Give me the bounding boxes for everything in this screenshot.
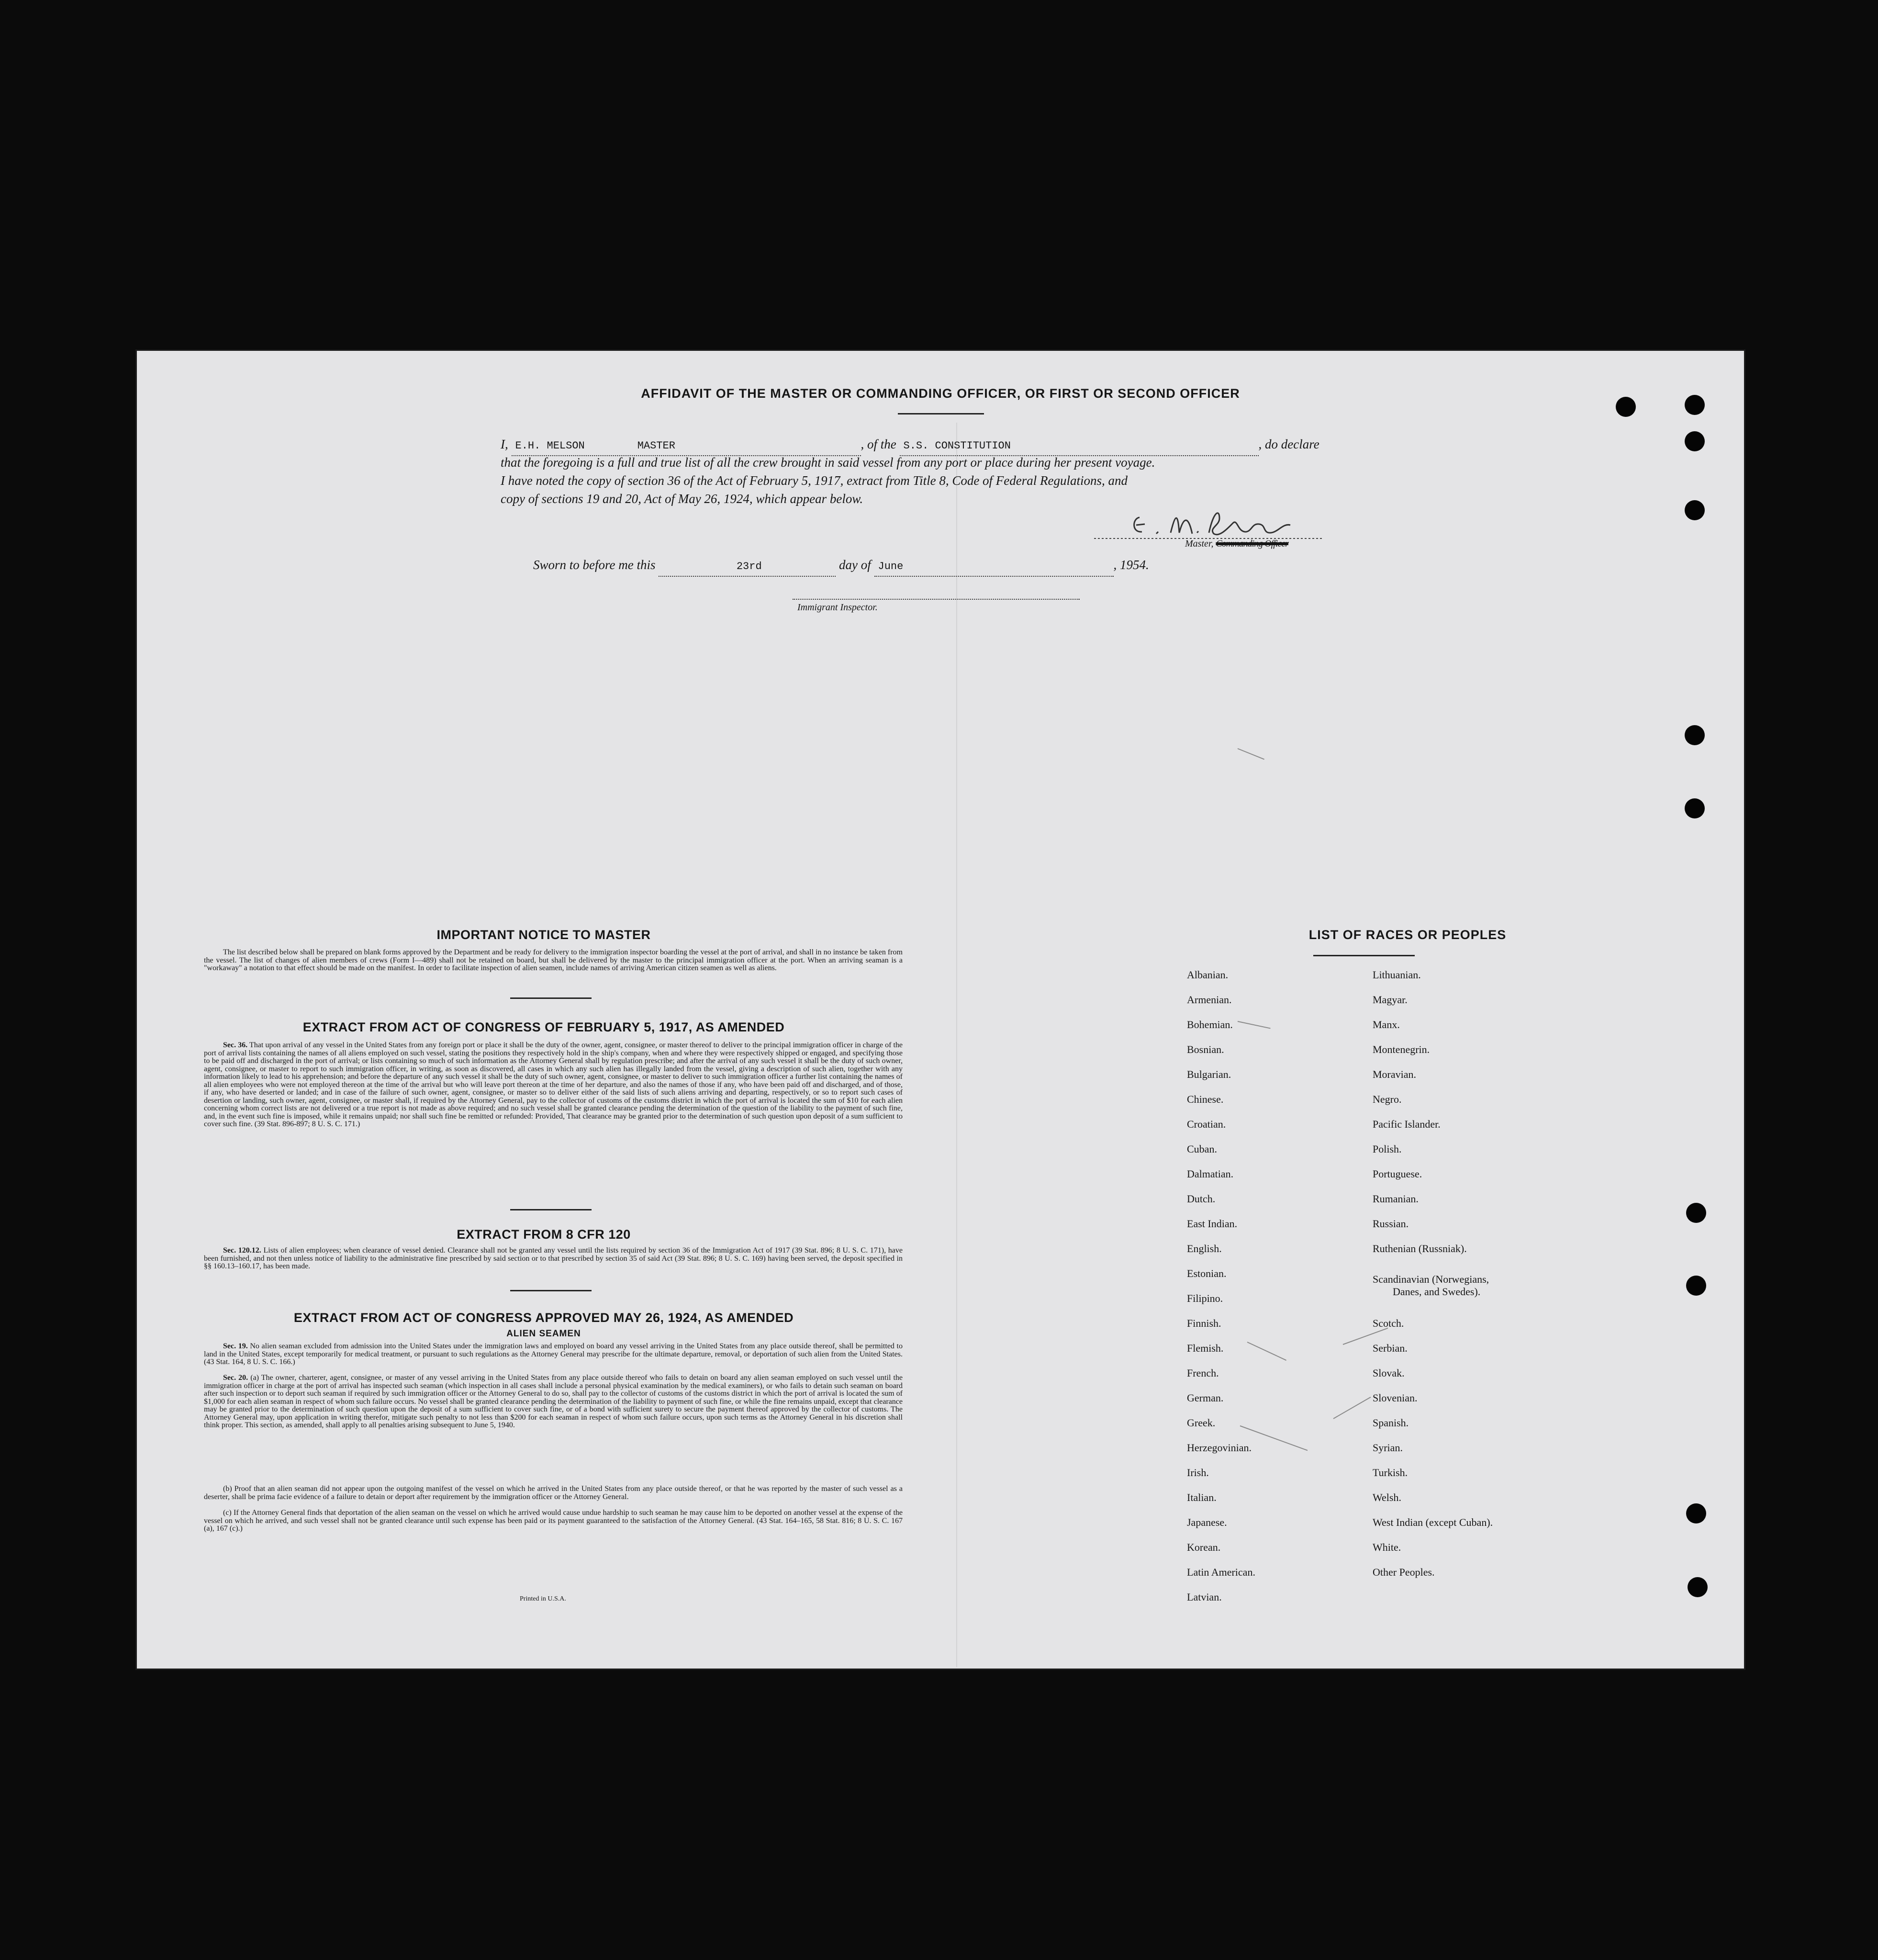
sec20c-text: (c) If the Attorney General finds that deportation of the alien seaman on the vessel on which he arrived would cause undue hardship to such seaman he may cause him to be deported on another vessel at the expense of the vessel on which he arrived, and such vessel shall not be granted clearance until such expense has been paid or its payment guaranteed to the satisfaction of the Attorney General. (43 Stat. 164–165, 58 Stat. 816; 8 U. S. C. 167 (a), 167 (c).)	[204, 1509, 903, 1533]
punch-hole	[1685, 500, 1705, 520]
title-underline	[898, 413, 984, 414]
officer-rank: MASTER	[637, 440, 675, 452]
race-right-20: Turkish.	[1373, 1467, 1408, 1478]
race-right-12: Scandinavian (Norwegians,	[1373, 1273, 1489, 1285]
race-right-15: Serbian.	[1373, 1342, 1408, 1354]
race-right-11: Ruthenian (Russniak).	[1373, 1243, 1467, 1254]
sec19-text: Sec. 19. No alien seaman excluded from admission into the United States under the immigration laws and employed on board any vessel arriving in the United States from any place outside thereof, shall be permitted to land in the United States, except temporarily for medical treatment, or pursuant to such regulations as the Attorney General may prescribe for the ultimate departure, removal, or deportation of such alien from the United States. (43 Stat. 164, 8 U. S. C. 166.)	[204, 1342, 903, 1366]
race-right-23: White.	[1373, 1541, 1401, 1553]
race-left-8: Dalmatian.	[1187, 1168, 1234, 1180]
declaration-line-1: I, E.H. MELSON MASTER , of the S.S. CONSTITUTION , do declare	[501, 435, 1530, 456]
notice-text: The list described below shall be prepared on blank forms approved by the Department and be ready for delivery to the immigration inspector boarding the vessel at the port of arrival, and shall in no instance be taken from the vessel. The list of changes of alien members of crews (Form I—489) shall not be retained on board, but shall be delivered by the master to the principal immigration officer at the port. When an arriving seaman is a "workaway" a notation to that effect should be made on the manifest. In order to facilitate inspection of alien seamen, include names of arriving American citizen seamen as well as aliens.	[204, 948, 903, 972]
race-right-19: Syrian.	[1373, 1442, 1403, 1454]
race-left-21: Italian.	[1187, 1491, 1217, 1503]
race-right-16: Slovak.	[1373, 1367, 1405, 1379]
race-right-10: Russian.	[1373, 1218, 1409, 1230]
notice-title: IMPORTANT NOTICE TO MASTER	[436, 928, 651, 942]
punch-hole	[1686, 1276, 1706, 1296]
race-left-22: Japanese.	[1187, 1516, 1227, 1528]
pencil-mark	[1238, 1021, 1271, 1029]
alien-seamen-subtitle: ALIEN SEAMEN	[506, 1329, 581, 1339]
race-left-24: Latin American.	[1187, 1566, 1255, 1578]
race-right-6: Pacific Islander.	[1373, 1118, 1441, 1130]
officer-name: E.H. MELSON	[515, 440, 585, 452]
divider	[510, 1290, 592, 1291]
race-left-7: Cuban.	[1187, 1143, 1217, 1155]
extract-1917-text: Sec. 36. That upon arrival of any vessel in the United States from any foreign port or place it shall be the duty of the owner, agent, consignee, or master thereof to deliver to the principal immigration officer in charge of the port of arrival lists containing the names of all aliens employed on such vessel, stating the positions they respectively hold in the ship's company, when and where they were respectively shipped or engaged, and specifying those to be paid off and discharged in the port of arrival; or lists containing so much of such information as the Attorney General shall by regulation prescribe; and after the arrival of any such vessel it shall be the duty of such owner, agent, consignee, or master to report to such immigration officer, in writing, as soon as discovered, all cases in which any such alien has illegally landed from the vessel, giving a description of such alien, together with any information likely to lead to his apprehension; and before the departure of any such vessel it shall be the duty of such owner, agent, consignee, or master to deliver to such immigration officer a further list containing the names of all alien employees who were not employed thereon at the time of the arrival but who will leave port thereon at the time of her departure, and also the names of those if any, who have been paid off and discharged, and of those, if any, who have deserted or landed; and in case of the failure of such owner, agent, consignee, or master so to deliver either of the said lists of such aliens arriving and departing, respectively, or so to report such cases of desertion or landing, such owner, agent, consignee, or master shall, if required by the Attorney General, pay to the collector of customs of the customs district in which the port of arrival is located the sum of $10 for each alien concerning whom correct lists are not delivered or a true report is not made as above required; and no such vessel shall be granted clearance pending the determination of the question of the liability to the payment of such fine, and, in the event such fine is imposed, while it remains unpaid; nor shall such fine be remitted or refunded: Provided, That clearance may be granted prior to the determination of such question upon deposit of a sum sufficient to cover such fine. (39 Stat. 896-897; 8 U. S. C. 171.)	[204, 1041, 903, 1128]
struck-title: Commanding Officer	[1216, 538, 1288, 549]
race-right-13: Danes, and Swedes).	[1393, 1286, 1481, 1298]
sworn-day-field: 23rd	[659, 558, 836, 577]
sworn-month-field: June	[874, 558, 1114, 577]
race-right-5: Negro.	[1373, 1093, 1402, 1105]
race-left-19: Herzegovinian.	[1187, 1442, 1252, 1454]
race-right-4: Moravian.	[1373, 1068, 1417, 1080]
extract-cfr-title: EXTRACT FROM 8 CFR 120	[457, 1227, 631, 1242]
extract-1924-title: EXTRACT FROM ACT OF CONGRESS APPROVED MAY 26, 1924, AS AMENDED	[293, 1310, 794, 1325]
inspector-signature-line	[793, 599, 1080, 600]
page-fold	[956, 423, 957, 1667]
punch-hole	[1686, 1203, 1706, 1223]
race-left-17: German.	[1187, 1392, 1224, 1404]
master-signature	[1094, 504, 1324, 542]
races-title-underline	[1313, 955, 1415, 956]
race-left-12: Estonian.	[1187, 1267, 1227, 1279]
pencil-mark	[1247, 1342, 1286, 1361]
pencil-mark	[1333, 1397, 1371, 1419]
sec20a-text: Sec. 20. (a) The owner, charterer, agent, consignee, or master of any vessel arriving in the United States from any place outside thereof who fails to detain on board any alien seaman employed on such vessel until the immigration officer in charge at the port of arrival has inspected such seaman (which inspection in all cases shall include a personal physical examination by the medical examiners), or who fails to detain such seaman on board after such inspection or to deport such seaman if required by such immigration officer or the Attorney General to do so, shall pay to the collector of customs of the customs district in which the port of arrival is located the sum of $1,000 for each alien seaman in respect of whom such failure occurs. No vessel shall be granted clearance pending the determination of the liability to payment of such fine, or while the fine remains unpaid, except that clearance may be granted prior to the determination of such question upon the deposit of a sum sufficient to cover such fine, or of a bond with sufficient surety to secure the payment thereof approved by the collector of customs. The Attorney General may, upon application in writing therefor, mitigate such penalty to not less than $200 for each seaman in respect of whom such failure occurs, upon such terms as the Attorney General in his discretion shall think proper. This section, as amended, shall apply to all penalties arising subsequent to June 5, 1940.	[204, 1374, 903, 1429]
punch-hole	[1686, 1503, 1706, 1523]
pencil-mark	[1238, 748, 1264, 760]
race-right-21: Welsh.	[1373, 1491, 1401, 1503]
race-left-1: Armenian.	[1187, 994, 1232, 1006]
punch-hole	[1688, 1577, 1708, 1597]
extract-cfr-text: Sec. 120.12. Lists of alien employees; when clearance of vessel denied. Clearance shall not be granted any vessel until the lists required by section 36 of the Immigration Act of 1917 (39 Stat. 896; 8 U. S. C. 171), have been furnished, and not then unless notice of liability to the administrative fine prescribed by said section or to that prescribed by section 35 of said Act (39 Stat. 896; 8 U. S. C. 169) having been served, the deposit specified in §§ 160.13–160.17, has been made.	[204, 1246, 903, 1270]
sworn-year: 54	[1133, 558, 1146, 572]
race-left-18: Greek.	[1187, 1417, 1216, 1429]
race-right-0: Lithuanian.	[1373, 969, 1421, 981]
race-right-22: West Indian (except Cuban).	[1373, 1516, 1493, 1528]
race-right-2: Manx.	[1373, 1019, 1400, 1030]
race-right-18: Spanish.	[1373, 1417, 1409, 1429]
affidavit-title: AFFIDAVIT OF THE MASTER OR COMMANDING OFFICER, OR FIRST OR SECOND OFFICER	[641, 386, 1240, 401]
race-left-16: French.	[1187, 1367, 1219, 1379]
extract-1917-title: EXTRACT FROM ACT OF CONGRESS OF FEBRUARY 5, 1917, AS AMENDED	[302, 1020, 785, 1034]
race-right-9: Rumanian.	[1373, 1193, 1419, 1205]
race-left-0: Albanian.	[1187, 969, 1229, 981]
race-right-24: Other Peoples.	[1373, 1566, 1435, 1578]
race-left-6: Croatian.	[1187, 1118, 1226, 1130]
race-left-4: Bulgarian.	[1187, 1068, 1231, 1080]
divider	[510, 997, 592, 999]
sec20b-text: (b) Proof that an alien seaman did not appear upon the outgoing manifest of the vessel on which he arrived in the United States from any place outside thereof, or that he was reported by the master of such vessel as a deserter, shall be prima facie evidence of a failure to detain or deport after requirement by the immigration officer or the Attorney General.	[204, 1485, 903, 1501]
race-right-1: Magyar.	[1373, 994, 1408, 1006]
race-left-20: Irish.	[1187, 1467, 1209, 1478]
sworn-line: Sworn to before me this 23rd day of June , 1954.	[533, 556, 1562, 577]
document-page	[137, 351, 1744, 1669]
races-title: LIST OF RACES OR PEOPLES	[1308, 928, 1507, 942]
race-left-3: Bosnian.	[1187, 1043, 1224, 1055]
declaration-line-4: copy of sections 19 and 20, Act of May 26, 1924, which appear below.	[501, 492, 863, 506]
race-left-11: English.	[1187, 1243, 1222, 1254]
declaration-line-3: I have noted the copy of section 36 of the Act of February 5, 1917, extract from Title 8, Code of Federal Regulations, and	[501, 473, 1128, 488]
race-left-2: Bohemian.	[1187, 1019, 1233, 1030]
race-left-5: Chinese.	[1187, 1093, 1224, 1105]
race-right-7: Polish.	[1373, 1143, 1402, 1155]
vessel-name: S.S. CONSTITUTION	[903, 440, 1011, 452]
punch-hole	[1685, 431, 1705, 451]
race-right-14: Scotch.	[1373, 1317, 1404, 1329]
race-left-15: Flemish.	[1187, 1342, 1224, 1354]
race-left-9: Dutch.	[1187, 1193, 1216, 1205]
punch-hole	[1685, 798, 1705, 818]
punch-hole	[1685, 395, 1705, 415]
punch-hole	[1685, 725, 1705, 745]
printed-in-usa: Printed in U.S.A.	[520, 1595, 566, 1602]
declaration-line-2: that the foregoing is a full and true list of all the crew brought in said vessel from any port or place during her present voyage.	[501, 455, 1155, 470]
race-right-3: Montenegrin.	[1373, 1043, 1430, 1055]
race-left-14: Finnish.	[1187, 1317, 1221, 1329]
race-left-10: East Indian.	[1187, 1218, 1238, 1230]
race-right-17: Slovenian.	[1373, 1392, 1418, 1404]
inspector-caption: Immigrant Inspector.	[797, 602, 878, 613]
signature-caption: Master, Commanding Officer	[1185, 538, 1288, 549]
race-right-8: Portuguese.	[1373, 1168, 1422, 1180]
race-left-23: Korean.	[1187, 1541, 1221, 1553]
race-left-25: Latvian.	[1187, 1591, 1222, 1603]
divider	[510, 1209, 592, 1210]
punch-hole	[1616, 397, 1636, 417]
race-left-13: Filipino.	[1187, 1292, 1223, 1304]
